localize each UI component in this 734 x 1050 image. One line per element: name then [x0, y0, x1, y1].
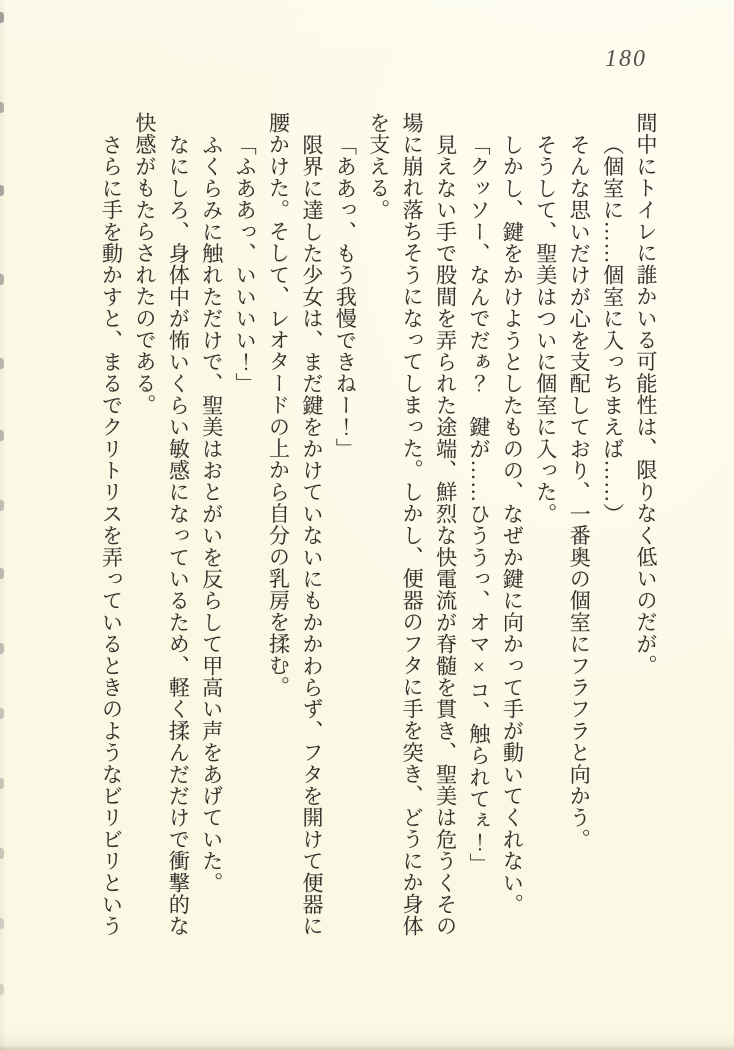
paragraph: 限界に達した少女は、まだ鍵をかけていないにもかかわらず、フタを開けて便器に腰かけた。そして、レオタードの上から自分の乳房を揉む。 [266, 112, 324, 937]
paragraph: そんな思いだけが心を支配しており、一番奥の個室にフラフラと向かう。 [567, 133, 592, 850]
paragraph: （個室に……個室に入っちまえば……） [600, 133, 625, 525]
paragraph: そうして、聖美はついに個室に入った。 [533, 133, 558, 525]
paragraph: なにしろ、身体中が怖いくらい敏感になっているため、軽く揉んだだけで衝撃的な快感がもたらされたのである。 [132, 112, 191, 937]
page-text [84, 112, 662, 937]
paragraph: 「ああっ、もう我慢できねー！」 [333, 133, 358, 460]
page-edge-shading [0, 0, 6, 1050]
paragraph: 「ふああっ、いいいい！」 [233, 133, 258, 395]
paragraph: しかし、鍵をかけようとしたものの、なぜか鍵に向かって手が動いてくれない。 [500, 133, 525, 915]
paragraph: 間中にトイレに誰かいる可能性は、限りなく低いのだが。 [634, 112, 658, 677]
page-number: 180 [605, 46, 647, 72]
paragraph: 「クッソー、なんでだぁ？ 鍵が……ひううっ、オマ×コ、触られてぇ！」 [466, 133, 491, 875]
page-edge-shading [0, 1045, 734, 1050]
paragraph: 見えない手で股間を弄られた途端、鮮烈な快電流が脊髄を貫き、聖美は危うくその場に崩れ落ちそうになってしまった。しかし、便器のフタに手を突き、どうにか身体を支える。 [366, 112, 458, 937]
paragraph: ふくらみに触れただけで、聖美はおとがいを反らして甲高い声をあげていた。 [199, 133, 224, 894]
paragraph: さらに手を動かすと、まるでクリトリスを弄っているときのようなビリビリという [99, 133, 124, 937]
